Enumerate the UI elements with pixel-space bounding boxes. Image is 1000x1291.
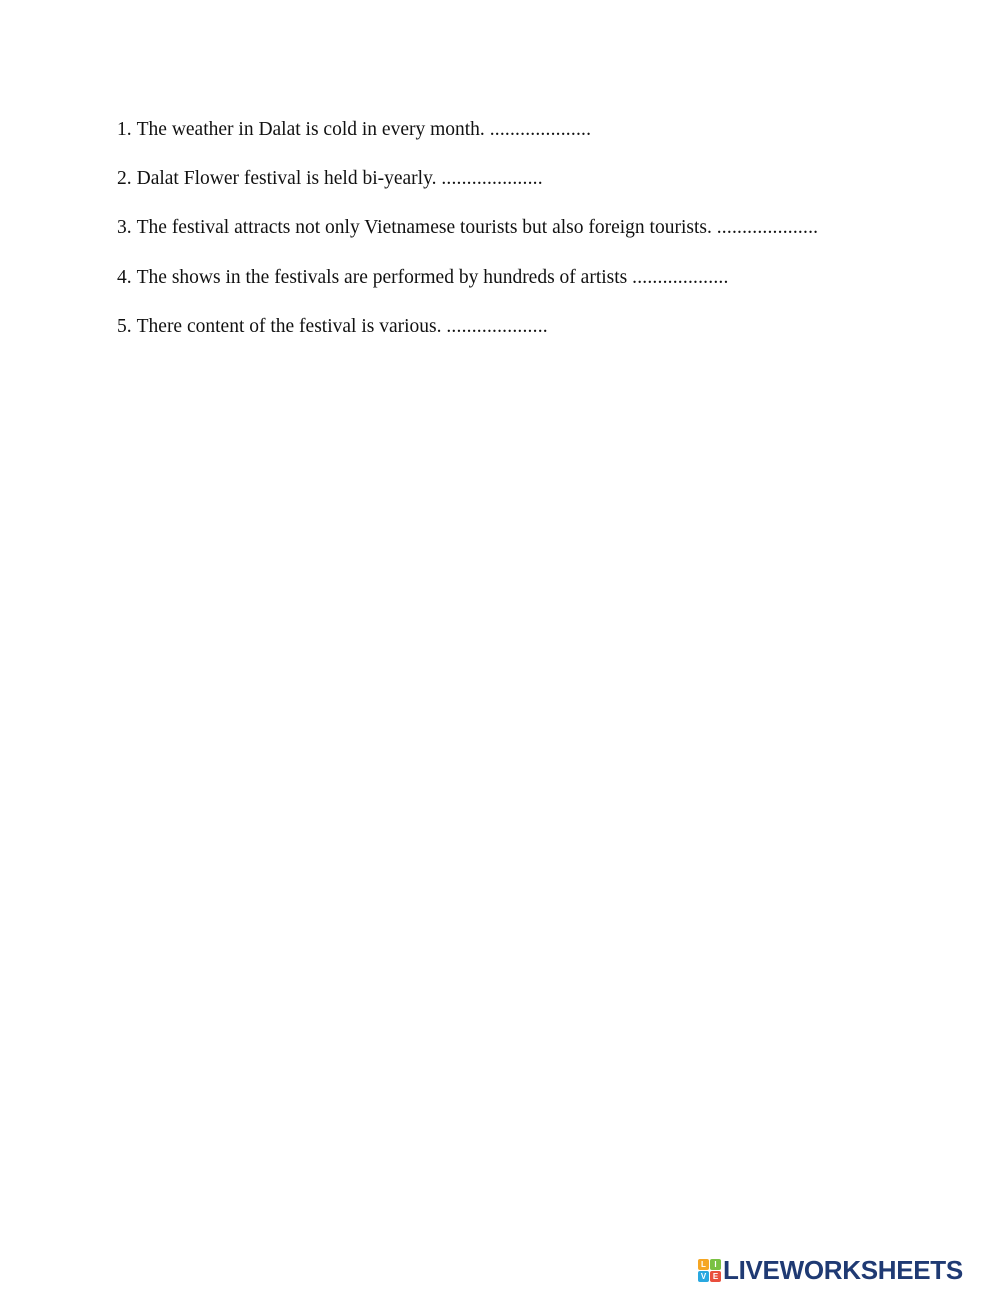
mark-letter-v: V (698, 1271, 709, 1282)
answer-blank[interactable]: .................... (446, 315, 548, 337)
true-false-question-list (117, 114, 818, 360)
liveworksheets-logo (698, 1255, 963, 1285)
answer-blank[interactable]: .................... (716, 217, 819, 239)
liveworksheets-wordmark: LIVEWORKSHEETS (723, 1255, 963, 1285)
question-2 (117, 163, 818, 195)
question-text: Dalat Flower festival is held bi-yearly. (136, 168, 437, 190)
mark-letter-e: E (710, 1271, 721, 1282)
question-number: 2. (117, 168, 132, 190)
question-5 (117, 311, 818, 343)
question-3 (117, 212, 818, 244)
question-number: 5. (117, 315, 132, 337)
mark-letter-i: I (710, 1259, 721, 1270)
question-4 (117, 262, 818, 294)
question-text: The shows in the festivals are performed by hundreds of artists (136, 266, 628, 288)
question-number: 1. (117, 119, 132, 140)
answer-blank[interactable]: .................... (441, 168, 543, 190)
question-text: The weather in Dalat is cold in every month. (136, 119, 485, 140)
question-number: 3. (117, 217, 132, 239)
mark-letter-l: L (698, 1259, 709, 1270)
question-text: The festival attracts not only Vietnamese tourists but also foreign tourists. (136, 217, 712, 239)
answer-blank[interactable]: ................... (632, 266, 729, 288)
answer-blank[interactable]: .................... (489, 119, 592, 140)
question-text: There content of the festival is various. (136, 315, 442, 337)
liveworksheets-mark-icon (698, 1259, 721, 1282)
question-1 (117, 114, 818, 146)
question-number: 4. (117, 266, 132, 288)
